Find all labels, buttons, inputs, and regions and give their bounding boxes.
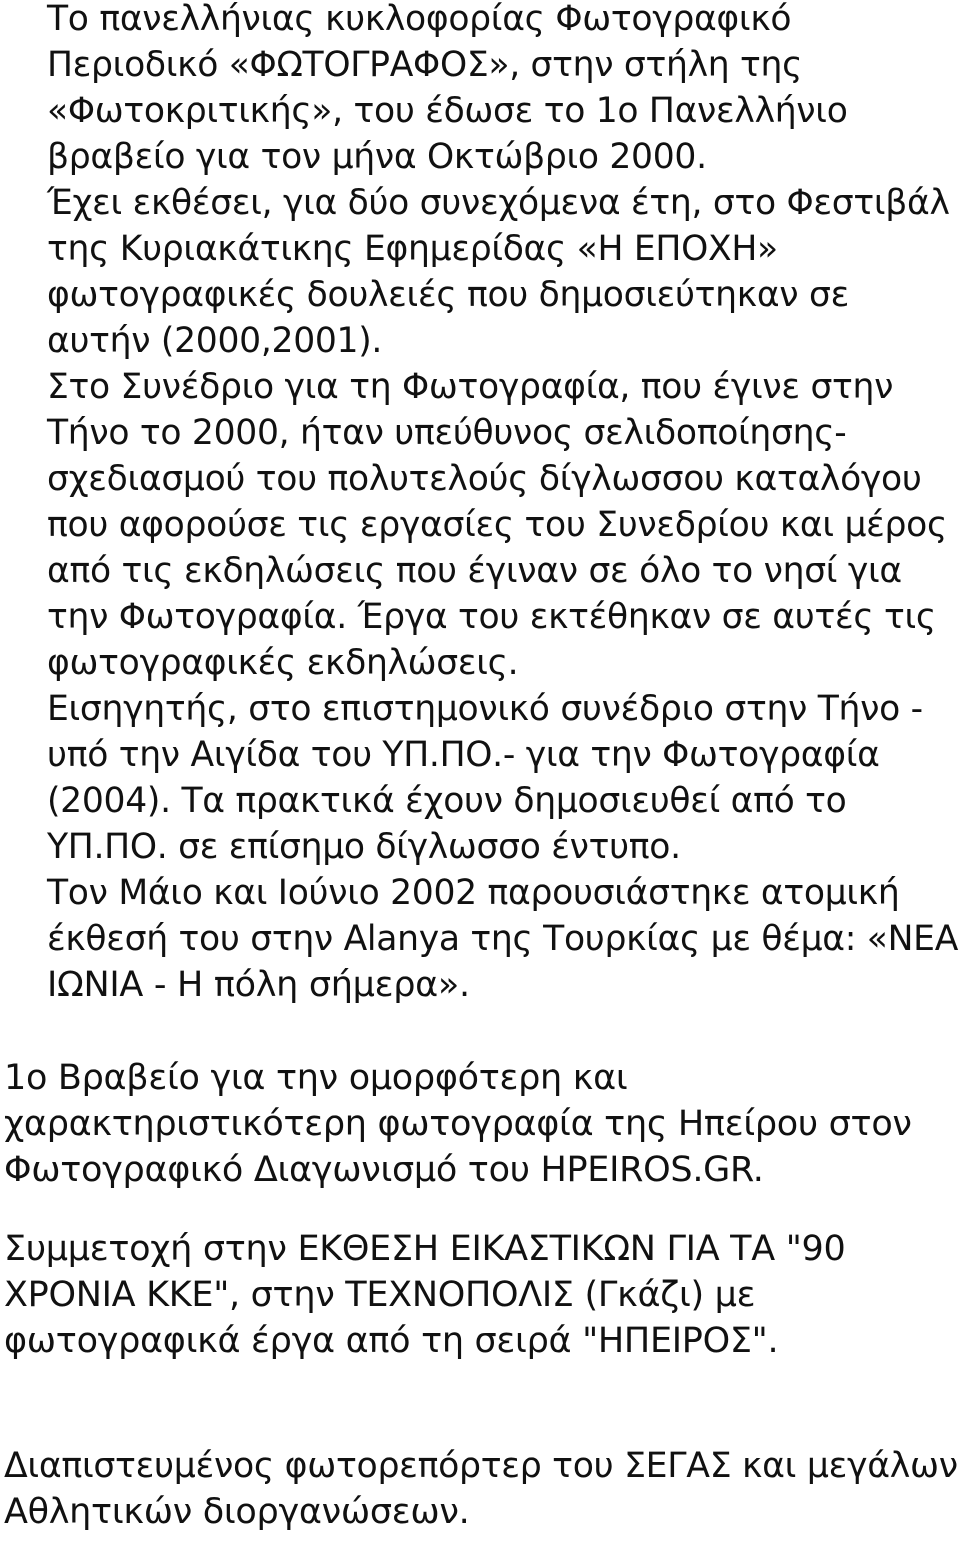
text-line: Διαπιστευμένος φωτορεπόρτερ του ΣΕΓΑΣ και μεγάλων — [4, 1446, 958, 1486]
text-line: από τις εκδηλώσεις που έγιναν σε όλο το νησί για — [47, 551, 902, 591]
award-paragraph — [0, 1055, 912, 1193]
text-line: της Κυριακάτικης Εφημερίδας «Η ΕΠΟΧΗ» — [47, 229, 778, 269]
text-line: αυτήν (2000,2001). — [47, 321, 383, 361]
text-line: Έχει εκθέσει, για δύο συνεχόμενα έτη, στο Φεστιβάλ — [47, 183, 950, 223]
text-line: Εισηγητής, στο επιστημονικό συνέδριο στην Τήνο - — [47, 689, 923, 729]
text-line: που αφορούσε τις εργασίες του Συνεδρίου και μέρος — [47, 505, 947, 545]
text-line: Περιοδικό «ΦΩΤΟΓΡΑΦΟΣ», στην στήλη της — [47, 45, 803, 85]
text-line: Το πανελλήνιας κυκλοφορίας Φωτογραφικό — [47, 0, 792, 39]
text-line: 1ο Βραβείο για την ομορφότερη και — [4, 1058, 628, 1098]
text-line: ΙΩΝΙΑ - Η πόλη σήμερα». — [47, 965, 470, 1005]
text-line: φωτογραφικές δουλειές που δημοσιεύτηκαν σε — [47, 275, 849, 315]
text-line: την Φωτογραφία. Έργα του εκτέθηκαν σε αυτές τις — [47, 597, 936, 637]
text-line: υπό την Αιγίδα του ΥΠ.ΠΟ.- για την Φωτογραφία — [47, 735, 880, 775]
text-line: «Φωτοκριτικής», του έδωσε το 1ο Πανελλήνιο — [47, 91, 848, 131]
text-line: Τήνο το 2000, ήταν υπεύθυνος σελιδοποίησης- — [47, 413, 847, 453]
text-line: ΥΠ.ΠΟ. σε επίσημο δίγλωσσο έντυπο. — [47, 827, 681, 867]
text-line: Αθλητικών διοργανώσεων. — [4, 1492, 470, 1532]
text-line: Στο Συνέδριο για τη Φωτογραφία, που έγινε στην — [47, 367, 894, 407]
text-line: φωτογραφικά έργα από τη σειρά "ΗΠΕΙΡΟΣ". — [4, 1321, 779, 1361]
text-line: Φωτογραφικό Διαγωνισμό του HPEIROS.GR. — [4, 1150, 764, 1190]
text-line: Συμμετοχή στην ΕΚΘΕΣΗ ΕΙΚΑΣΤΙΚΩΝ ΓΙΑ ΤΑ "90 — [4, 1229, 846, 1269]
text-line: βραβείο για τον μήνα Οκτώβριο 2000. — [47, 137, 707, 177]
text-line: έκθεσή του στην Alanya της Τουρκίας με θέμα: «ΝΕΑ — [47, 919, 959, 959]
text-line: ΧΡΟΝΙΑ ΚΚΕ", στην ΤΕΧΝΟΠΟΛΙΣ (Γκάζι) με — [4, 1275, 756, 1315]
accreditation-paragraph — [0, 1443, 958, 1535]
text-line: φωτογραφικές εκδηλώσεις. — [47, 643, 519, 683]
text-line: χαρακτηριστικότερη φωτογραφία της Ηπείρου στον — [4, 1104, 912, 1144]
text-line: (2004). Τα πρακτικά έχουν δημοσιευθεί από το — [47, 781, 847, 821]
text-line: Τον Μάιο και Ιούνιο 2002 παρουσιάστηκε ατομική — [47, 873, 900, 913]
text-line: σχεδιασμού του πολυτελούς δίγλωσσου καταλόγου — [47, 459, 922, 499]
exhibition-paragraph — [0, 1226, 845, 1364]
